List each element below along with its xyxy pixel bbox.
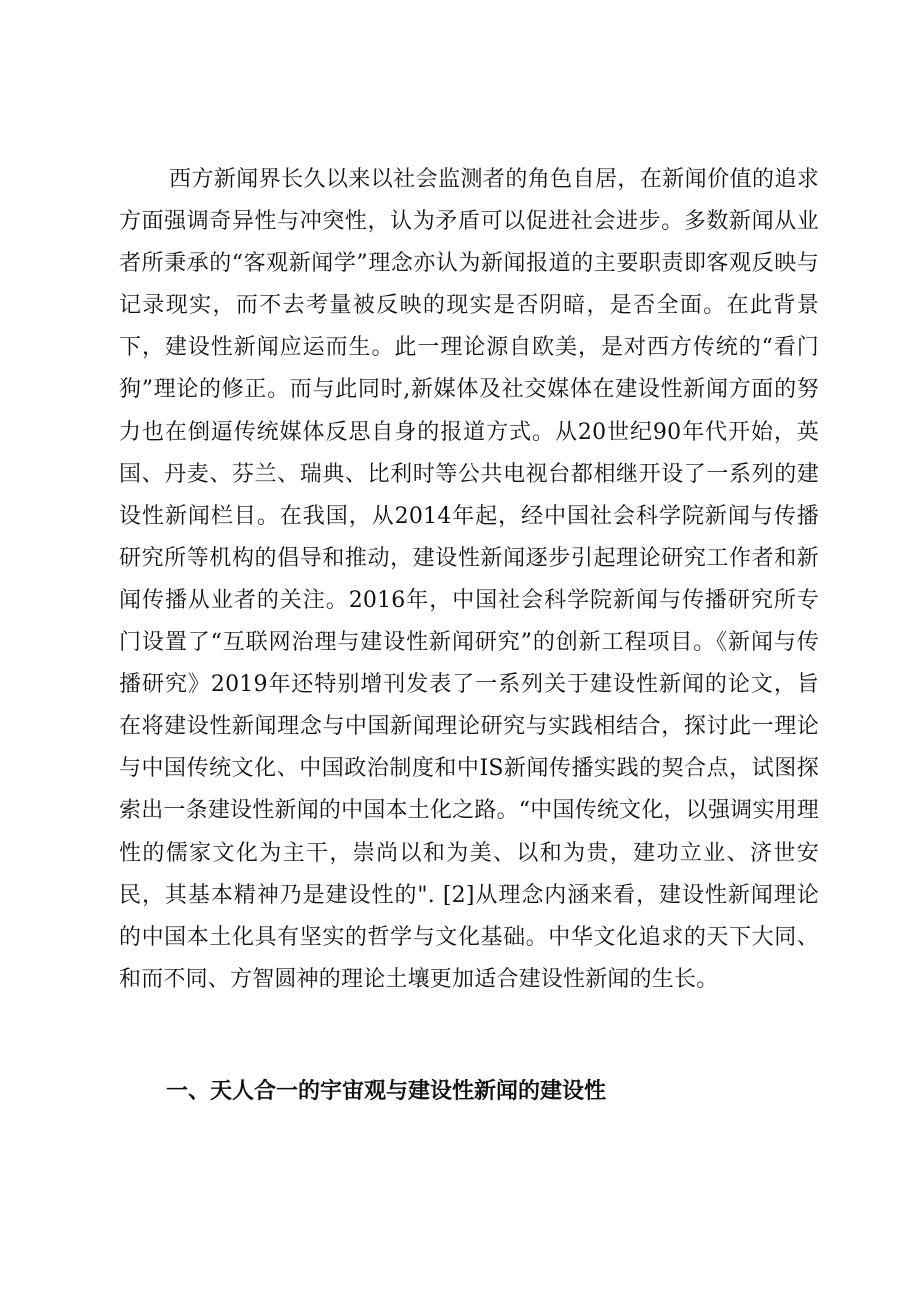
body-paragraph: 西方新闻界长久以来以社会监测者的角色自居，在新闻价值的追求方面强调奇异性与冲突性，认为矛盾可以促进社会进步。多数新闻从业者所秉承的“客观新闻学”理念亦认为新闻报道的主要职责即客观反映与记录现实，而不去考量被反映的现实是否阴暗，是否全面。在此背景下，建设性新闻应运而生。此一理论源自欧美，是对西方传统的“看门狗”理论的修正。而与此同时,新媒体及社交媒体在建设性新闻方面的努力也在倒逼传统媒体反思自身的报道方式。从20世纪90年代开始，英国、丹麦、芬兰、瑞典、比利时等公共电视台都相继开设了一系列的建设性新闻栏目。在我国，从2014年起，经中国社会科学院新闻与传播研究所等机构的倡导和推动，建设性新闻逐步引起理论研究工作者和新闻传播从业者的关注。2016年，中国社会科学院新闻与传播研究所专门设置了“互联网治理与建设性新闻研究”的创新工程项目。《新闻与传播研究》2019年还特别增刊发表了一系列关于建设性新闻的论文，旨在将建设性新闻理念与中国新闻理论研究与实践相结合，探讨此一理论与中国传统文化、中国政治制度和中IS新闻传播实践的契合点，试图探索出一条建设性新闻的中国本土化之路。“中国传统文化，以强调实用理性的儒家文化为主干，崇尚以和为美、以和为贵，建功立业、济世安民，其基本精神乃是建设性的". [2]从理念内涵来看，建设性新闻理论的中国本土化具有坚实的哲学与文化基础。中华文化追求的天下大同、和而不同、方智圆神的理论土壤更加适合建设性新闻的生长。 [119,167,819,992]
section-heading: 一、天人合一的宇宙观与建设性新闻的建设性 [166,1079,607,1104]
